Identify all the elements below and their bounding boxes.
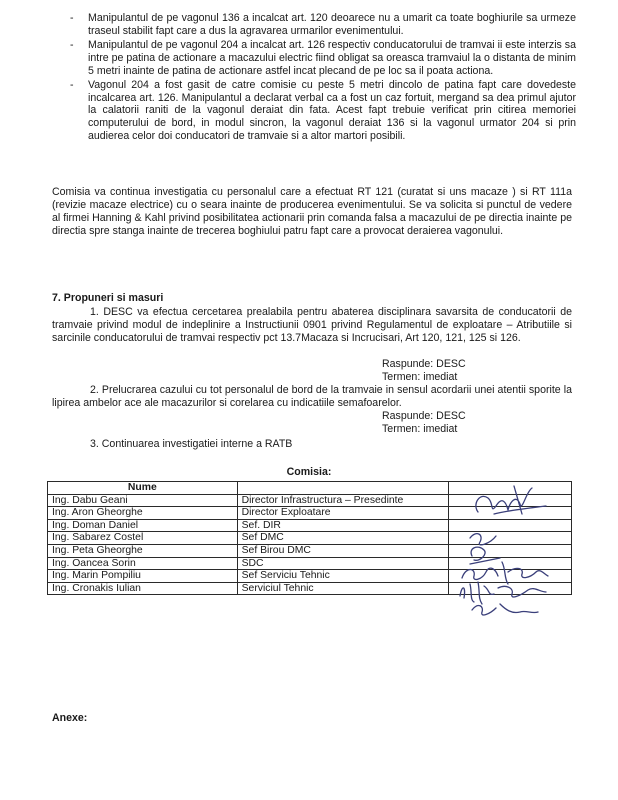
- member-role: Director Exploatare: [237, 507, 449, 520]
- member-role: Director Infrastructura – Presedinte: [237, 494, 449, 507]
- commission-table: [47, 481, 572, 595]
- finding-text: Vagonul 204 a fost gasit de catre comisie cu peste 5 metri dincolo de patina fapt care dovedeste incalcarea art. 126. Manipulantul a declarat verbal ca a fost un caz fortuit, mergand sa dea primul ajutor la calatorii raniti de la vagonul deraiat din fata. Acest fapt trebuie verificat prin citirea memoriei computerului de bord, in modul sincron, la vagonul deraiat 136 si la vagonul urmator 204 si prin audierea celor doi conducatori de tramvaie si a altor martori posibili.: [88, 78, 576, 143]
- member-name: Ing. Sabarez Costel: [48, 532, 238, 545]
- member-role: Serviciul Tehnic: [237, 582, 449, 595]
- table-row: [48, 544, 572, 557]
- measure-1-deadline: Termen: imediat: [382, 371, 458, 383]
- member-signature-cell: [449, 557, 572, 570]
- member-signature-cell: [449, 544, 572, 557]
- member-signature-cell: [449, 570, 572, 583]
- member-name: Ing. Aron Gheorghe: [48, 507, 238, 520]
- commission-title: Comisia:: [286, 466, 332, 478]
- investigation-paragraph: Comisia va continua investigatia cu personalul care a efectuat RT 121 (curatat si uns macaze ) si RT 111a (revizie macaze electrice) cu o seara inainte de producerea evenimentului. Se va solicita si punctul de vedere al firmei Hanning & Kahl privind posibilitatea actionarii prin comanda falsa a macazului de pe directia inainte pe directia spre stanga inainte de trecerea boghiului patru fapt care a provocat deraierea vagonului.: [52, 186, 572, 237]
- member-role: Sef Serviciu Tehnic: [237, 570, 449, 583]
- table-row: [48, 507, 572, 520]
- member-name: Ing. Cronakis Iulian: [48, 582, 238, 595]
- name-column-header: Nume: [48, 482, 238, 495]
- finding-text: Manipulantul de pe vagonul 136 a incalcat art. 120 deoarece nu a umarit ca toate boghiurile sa urmeze traseul stabilit fapt care a dus la agravarea urmarilor evenimentului.: [88, 12, 576, 37]
- table-row: [48, 582, 572, 595]
- findings-list: [56, 12, 576, 144]
- section-heading: 7. Propuneri si masuri: [52, 292, 164, 304]
- table-row: [48, 570, 572, 583]
- member-signature-cell: [449, 532, 572, 545]
- member-name: Ing. Oancea Sorin: [48, 557, 238, 570]
- finding-item: [56, 12, 576, 38]
- measure-2-responsible: Raspunde: DESC: [382, 410, 466, 422]
- dash-bullet-icon: -: [70, 38, 74, 51]
- finding-item: [56, 79, 576, 144]
- measure-2-text: 2. Prelucrarea cazului cu tot personalul de bord de la tramvaie in sensul acordarii unei atentii sporite la lipirea ambelor ace ale macazurilor si corelarea cu indicatiile semafoarelor.: [52, 384, 572, 409]
- member-name: Ing. Peta Gheorghe: [48, 544, 238, 557]
- member-name: Ing. Marin Pompiliu: [48, 570, 238, 583]
- member-signature-cell: [449, 582, 572, 595]
- member-signature-cell: [449, 494, 572, 507]
- member-role: Sef Birou DMC: [237, 544, 449, 557]
- table-row: [48, 557, 572, 570]
- table-row: [48, 494, 572, 507]
- signature-column-header: [449, 482, 572, 495]
- measure-1-responsible: Raspunde: DESC: [382, 358, 466, 370]
- finding-text: Manipulantul de pe vagonul 204 a incalcat art. 126 respectiv conducatorului de tramvai ii este interzis sa intre pe patina de actionare a macazului electric fiind obligat sa oreasca tramvaiul la o distanta de minim 5 metri inainte de patina de actionare astfel incat plecand de pe loc sa il poata actiona.: [88, 38, 576, 77]
- member-signature-cell: [449, 519, 572, 532]
- member-role: Sef DMC: [237, 532, 449, 545]
- member-name: Ing. Doman Daniel: [48, 519, 238, 532]
- member-role: SDC: [237, 557, 449, 570]
- table-header-row: [48, 482, 572, 495]
- measure-3-text: 3. Continuarea investigatiei interne a RATB: [90, 438, 293, 450]
- member-role: Sef. DIR: [237, 519, 449, 532]
- role-column-header: [237, 482, 449, 495]
- member-signature-cell: [449, 507, 572, 520]
- member-name: Ing. Dabu Geani: [48, 494, 238, 507]
- finding-item: [56, 39, 576, 78]
- measure-2-deadline: Termen: imediat: [382, 423, 458, 435]
- table-row: [48, 519, 572, 532]
- annex-label: Anexe:: [52, 712, 88, 724]
- measure-1-text: 1. DESC va efectua cercetarea prealabila pentru abaterea disciplinara savarsita de conducatorii de tramvaie privind modul de indeplinire a Instructiunii 0901 privind Regulamentul de exploatare – Atributiile si sarcinile conducatorului de tramvai respectiv pct 13.7Macaza si Incrucisari, Art 120, 121, 125 si 126.: [52, 306, 572, 344]
- dash-bullet-icon: -: [70, 78, 74, 91]
- dash-bullet-icon: -: [70, 12, 74, 24]
- signature-mark: [472, 604, 538, 615]
- table-row: [48, 532, 572, 545]
